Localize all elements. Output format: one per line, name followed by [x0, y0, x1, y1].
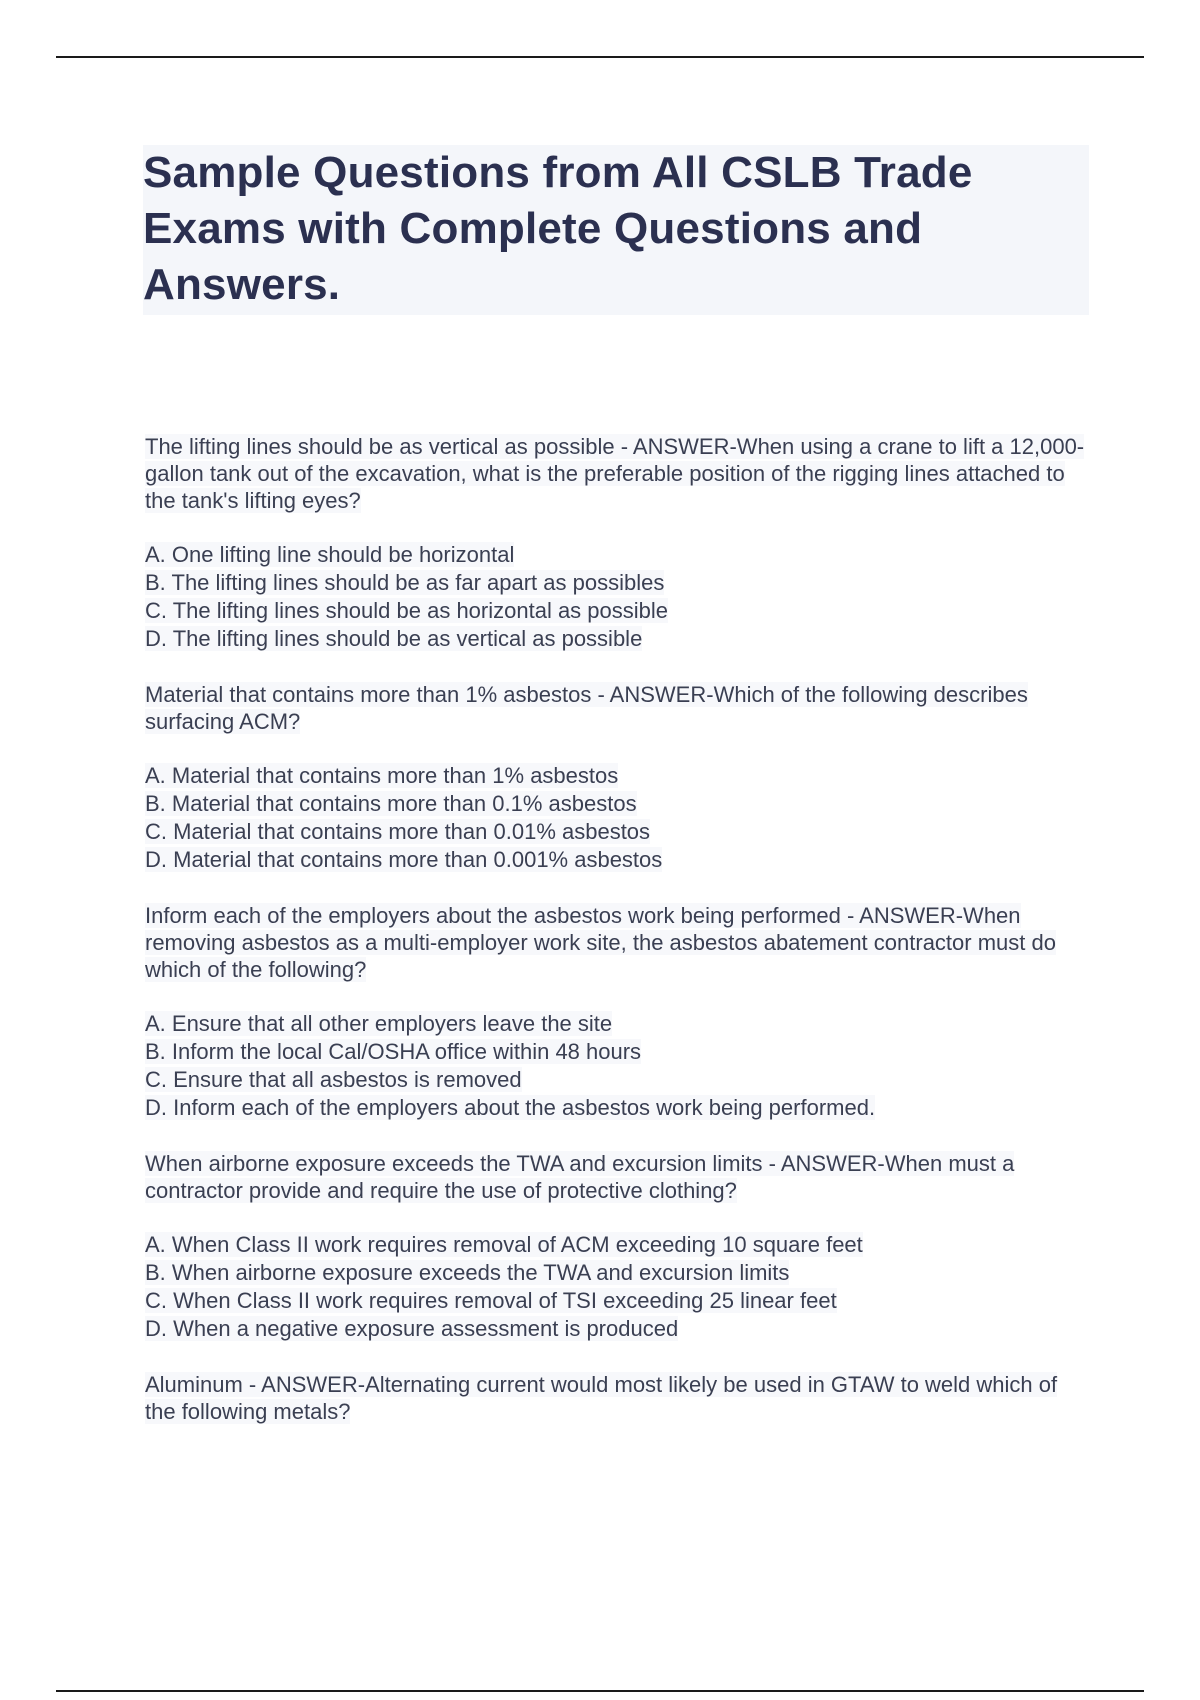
answer-option: D. When a negative exposure assessment is produced	[145, 1316, 679, 1341]
qa-question-text: When airborne exposure exceeds the TWA and excursion limits - ANSWER-When must a contractor provide and require the use of protective clothing?	[145, 1151, 1015, 1203]
answer-option: C. When Class II work requires removal of TSI exceeding 25 linear feet	[145, 1288, 837, 1313]
qa-list	[145, 433, 1089, 1425]
answer-option: B. The lifting lines should be as far apart as possibles	[145, 570, 665, 595]
answer-option: B. Inform the local Cal/OSHA office within 48 hours	[145, 1039, 642, 1064]
top-rule	[56, 56, 1144, 58]
answer-option: B. When airborne exposure exceeds the TWA and excursion limits	[145, 1260, 790, 1285]
page-content	[145, 145, 1089, 1453]
answer-option: C. Ensure that all asbestos is removed	[145, 1067, 522, 1092]
answer-options	[145, 762, 1089, 874]
answer-option: C. The lifting lines should be as horizontal as possible	[145, 598, 669, 623]
bottom-rule	[56, 1690, 1144, 1692]
page-title: Sample Questions from All CSLB Trade Exams with Complete Questions and Answers.	[143, 148, 973, 309]
qa-item-1	[145, 433, 1089, 653]
qa-question-text: Inform each of the employers about the asbestos work being performed - ANSWER-When removing asbestos as a multi-employer work site, the asbestos abatement contractor must do which of the following?	[145, 903, 1056, 982]
answer-options	[145, 541, 1089, 653]
answer-option: A. Material that contains more than 1% asbestos	[145, 763, 619, 788]
answer-option: D. The lifting lines should be as vertical as possible	[145, 626, 643, 651]
qa-item-5	[145, 1371, 1089, 1425]
qa-question-text: Aluminum - ANSWER-Alternating current would most likely be used in GTAW to weld which of the following metals?	[145, 1372, 1058, 1424]
answer-options	[145, 1010, 1089, 1122]
answer-options	[145, 1231, 1089, 1343]
answer-option: D. Inform each of the employers about the asbestos work being performed.	[145, 1095, 876, 1120]
qa-question-text: Material that contains more than 1% asbestos - ANSWER-Which of the following describes surfacing ACM?	[145, 682, 1028, 734]
answer-option: A. Ensure that all other employers leave the site	[145, 1011, 613, 1036]
answer-option: A. When Class II work requires removal of ACM exceeding 10 square feet	[145, 1232, 863, 1257]
qa-item-2	[145, 681, 1089, 874]
title-block	[143, 145, 1089, 315]
answer-option: C. Material that contains more than 0.01% asbestos	[145, 819, 651, 844]
qa-item-4	[145, 1150, 1089, 1343]
qa-item-3	[145, 902, 1089, 1122]
answer-option: B. Material that contains more than 0.1% asbestos	[145, 791, 637, 816]
answer-option: A. One lifting line should be horizontal	[145, 542, 515, 567]
answer-option: D. Material that contains more than 0.001% asbestos	[145, 847, 663, 872]
qa-question-text: The lifting lines should be as vertical as possible - ANSWER-When using a crane to lift a 12,000-gallon tank out of the excavation, what is the preferable position of the rigging lines attached to the tank's lifting eyes?	[145, 434, 1085, 513]
